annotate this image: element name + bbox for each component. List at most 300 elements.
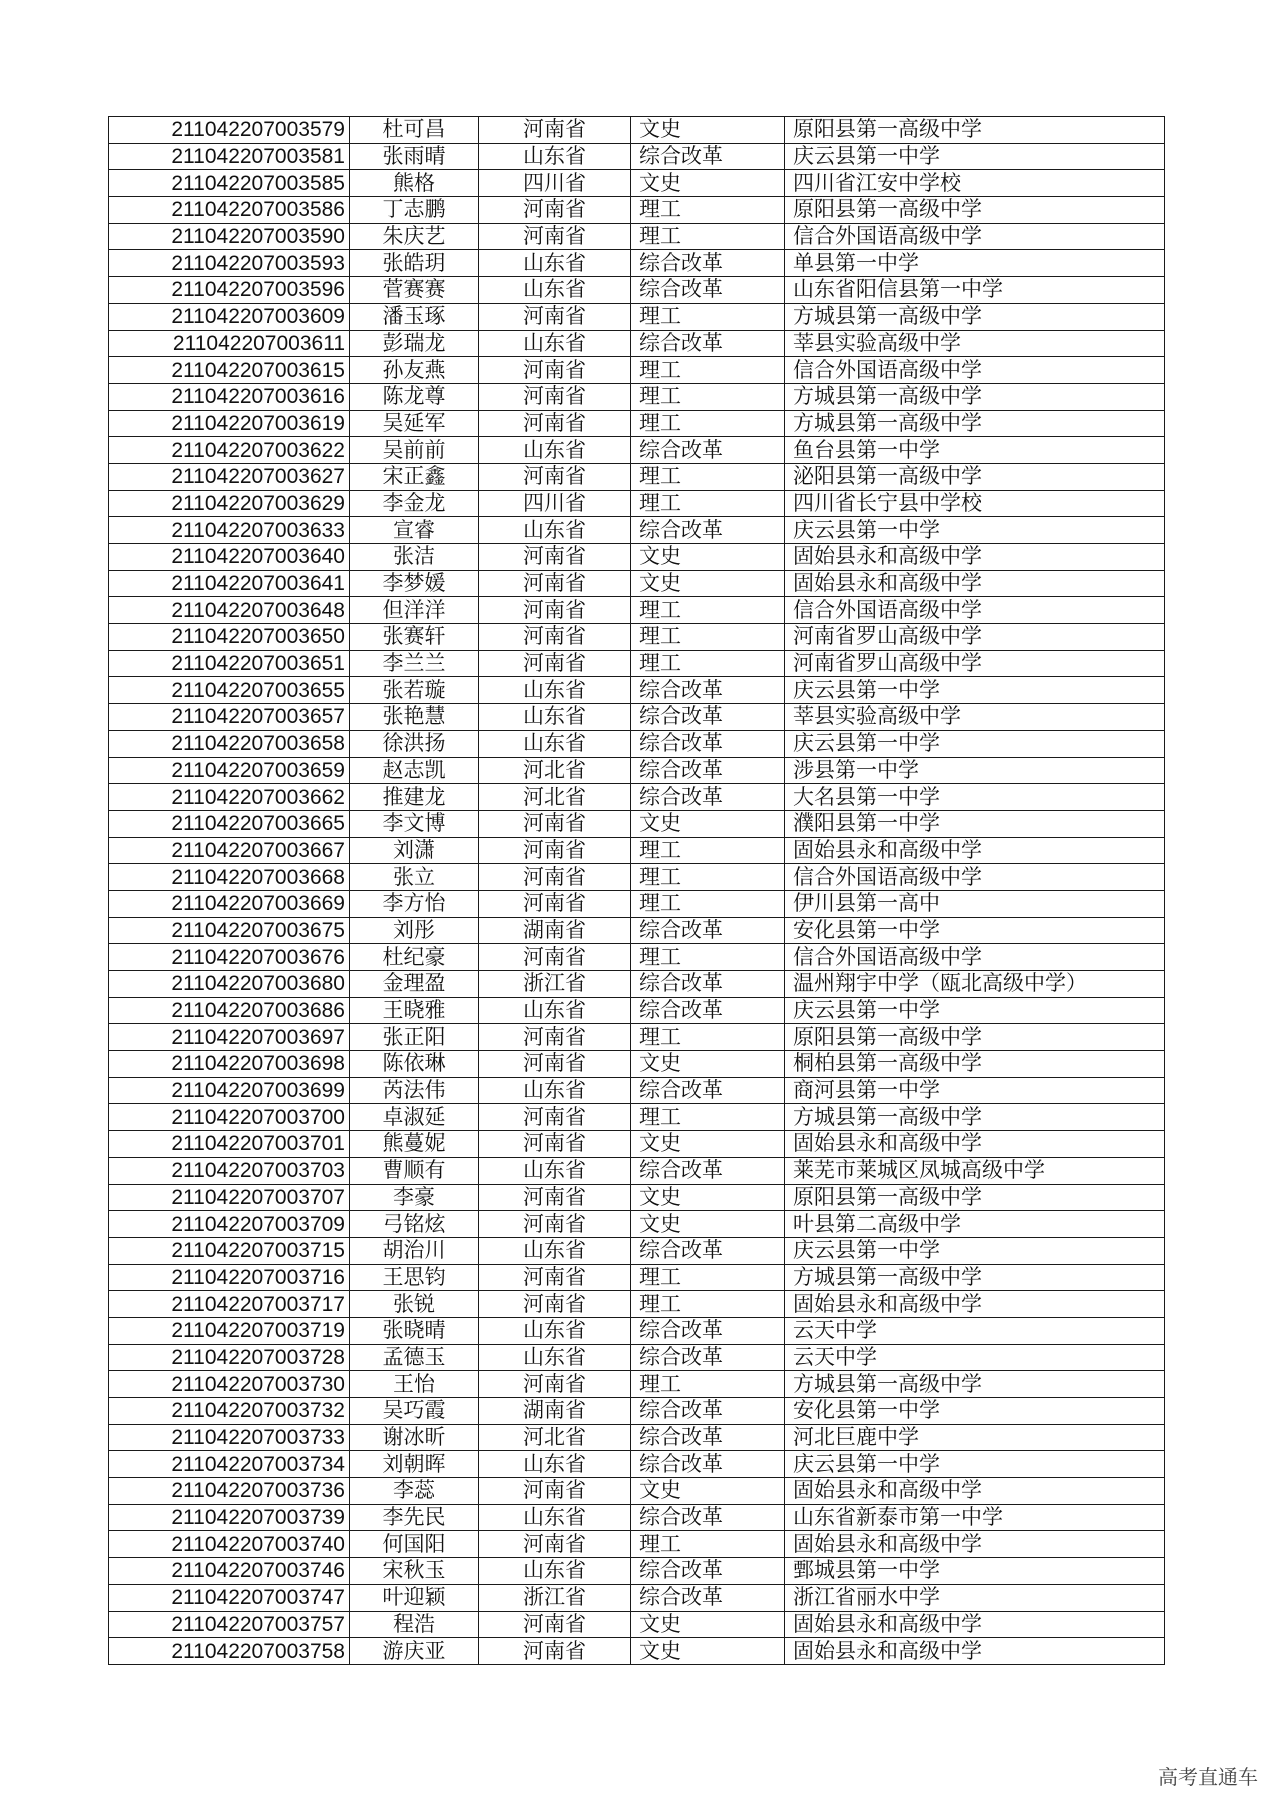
table-row (109, 1611, 1165, 1638)
student-name-cell: 张赛轩 (350, 624, 479, 651)
student-name-cell: 但洋洋 (350, 597, 479, 624)
exam-id-cell: 211042207003740 (109, 1531, 350, 1558)
subject-type-cell: 综合改革 (631, 250, 785, 277)
exam-id-cell: 211042207003680 (109, 971, 350, 998)
exam-id-cell: 211042207003701 (109, 1131, 350, 1158)
subject-type-cell: 综合改革 (631, 784, 785, 811)
exam-id-cell: 211042207003586 (109, 197, 350, 224)
exam-id-cell: 211042207003669 (109, 890, 350, 917)
school-cell: 河南省罗山高级中学 (785, 624, 1165, 651)
subject-type-cell: 文史 (631, 1611, 785, 1638)
subject-type-cell: 综合改革 (631, 730, 785, 757)
exam-id-cell: 211042207003697 (109, 1024, 350, 1051)
exam-id-cell: 211042207003676 (109, 944, 350, 971)
school-cell: 庆云县第一中学 (785, 517, 1165, 544)
table-row (109, 490, 1165, 517)
table-row (109, 1291, 1165, 1318)
school-cell: 原阳县第一高级中学 (785, 1024, 1165, 1051)
student-name-cell: 陈依琳 (350, 1051, 479, 1078)
school-cell: 固始县永和高级中学 (785, 837, 1165, 864)
exam-id-cell: 211042207003732 (109, 1398, 350, 1425)
table-row (109, 704, 1165, 731)
exam-id-cell: 211042207003730 (109, 1371, 350, 1398)
school-cell: 庆云县第一中学 (785, 1451, 1165, 1478)
table-row (109, 1584, 1165, 1611)
subject-type-cell: 文史 (631, 1051, 785, 1078)
school-cell: 山东省阳信县第一中学 (785, 277, 1165, 304)
school-cell: 庆云县第一中学 (785, 997, 1165, 1024)
student-name-cell: 李兰兰 (350, 650, 479, 677)
school-cell: 濮阳县第一中学 (785, 810, 1165, 837)
student-name-cell: 吴前前 (350, 437, 479, 464)
school-cell: 庆云县第一中学 (785, 677, 1165, 704)
exam-id-cell: 211042207003619 (109, 410, 350, 437)
table-row (109, 544, 1165, 571)
subject-type-cell: 理工 (631, 890, 785, 917)
province-cell: 浙江省 (479, 1584, 631, 1611)
table-row (109, 1237, 1165, 1264)
exam-id-cell: 211042207003662 (109, 784, 350, 811)
exam-id-cell: 211042207003719 (109, 1317, 350, 1344)
subject-type-cell: 理工 (631, 650, 785, 677)
school-cell: 固始县永和高级中学 (785, 570, 1165, 597)
student-name-cell: 李文博 (350, 810, 479, 837)
school-cell: 叶县第二高级中学 (785, 1211, 1165, 1238)
school-cell: 庆云县第一中学 (785, 143, 1165, 170)
province-cell: 山东省 (479, 330, 631, 357)
table-row (109, 730, 1165, 757)
province-cell: 河南省 (479, 117, 631, 144)
table-row (109, 650, 1165, 677)
exam-id-cell: 211042207003590 (109, 223, 350, 250)
province-cell: 河南省 (479, 1104, 631, 1131)
table-row (109, 890, 1165, 917)
student-name-cell: 卓淑延 (350, 1104, 479, 1131)
table-row (109, 971, 1165, 998)
student-name-cell: 宣睿 (350, 517, 479, 544)
student-name-cell: 彭瑞龙 (350, 330, 479, 357)
school-cell: 河北巨鹿中学 (785, 1424, 1165, 1451)
school-cell: 方城县第一高级中学 (785, 1264, 1165, 1291)
table-row (109, 944, 1165, 971)
table-row (109, 784, 1165, 811)
subject-type-cell: 文史 (631, 1131, 785, 1158)
subject-type-cell: 文史 (631, 810, 785, 837)
subject-type-cell: 文史 (631, 117, 785, 144)
school-cell: 安化县第一中学 (785, 1398, 1165, 1425)
table-row (109, 197, 1165, 224)
student-name-cell: 熊蔓妮 (350, 1131, 479, 1158)
province-cell: 河北省 (479, 757, 631, 784)
table-row (109, 1424, 1165, 1451)
exam-id-cell: 211042207003734 (109, 1451, 350, 1478)
table-row (109, 597, 1165, 624)
table-row (109, 277, 1165, 304)
subject-type-cell: 综合改革 (631, 917, 785, 944)
school-cell: 河南省罗山高级中学 (785, 650, 1165, 677)
school-cell: 莘县实验高级中学 (785, 704, 1165, 731)
subject-type-cell: 综合改革 (631, 517, 785, 544)
province-cell: 河南省 (479, 1611, 631, 1638)
subject-type-cell: 综合改革 (631, 1344, 785, 1371)
table-row (109, 1344, 1165, 1371)
student-name-cell: 李先民 (350, 1504, 479, 1531)
province-cell: 山东省 (479, 997, 631, 1024)
table-row (109, 810, 1165, 837)
province-cell: 山东省 (479, 1077, 631, 1104)
table-row (109, 143, 1165, 170)
student-name-cell: 刘朝晖 (350, 1451, 479, 1478)
exam-id-cell: 211042207003659 (109, 757, 350, 784)
student-name-cell: 程浩 (350, 1611, 479, 1638)
exam-id-cell: 211042207003593 (109, 250, 350, 277)
school-cell: 桐柏县第一高级中学 (785, 1051, 1165, 1078)
table-row (109, 1211, 1165, 1238)
province-cell: 山东省 (479, 1504, 631, 1531)
province-cell: 河南省 (479, 624, 631, 651)
school-cell: 单县第一中学 (785, 250, 1165, 277)
school-cell: 云天中学 (785, 1344, 1165, 1371)
exam-id-cell: 211042207003736 (109, 1478, 350, 1505)
exam-id-cell: 211042207003622 (109, 437, 350, 464)
province-cell: 四川省 (479, 490, 631, 517)
province-cell: 山东省 (479, 1157, 631, 1184)
subject-type-cell: 理工 (631, 944, 785, 971)
province-cell: 河南省 (479, 1531, 631, 1558)
table-row (109, 1051, 1165, 1078)
province-cell: 河南省 (479, 463, 631, 490)
province-cell: 河南省 (479, 810, 631, 837)
student-name-cell: 李蕊 (350, 1478, 479, 1505)
student-name-cell: 曹顺有 (350, 1157, 479, 1184)
exam-id-cell: 211042207003698 (109, 1051, 350, 1078)
school-cell: 固始县永和高级中学 (785, 1131, 1165, 1158)
province-cell: 四川省 (479, 170, 631, 197)
school-cell: 信合外国语高级中学 (785, 357, 1165, 384)
school-cell: 固始县永和高级中学 (785, 544, 1165, 571)
student-name-cell: 李豪 (350, 1184, 479, 1211)
subject-type-cell: 理工 (631, 1024, 785, 1051)
table-row (109, 357, 1165, 384)
student-name-cell: 陈龙尊 (350, 383, 479, 410)
table-row (109, 1024, 1165, 1051)
province-cell: 河南省 (479, 944, 631, 971)
subject-type-cell: 理工 (631, 357, 785, 384)
student-name-cell: 熊格 (350, 170, 479, 197)
table-row (109, 677, 1165, 704)
subject-type-cell: 文史 (631, 1211, 785, 1238)
exam-id-cell: 211042207003611 (109, 330, 350, 357)
student-name-cell: 芮法伟 (350, 1077, 479, 1104)
student-name-cell: 张立 (350, 864, 479, 891)
student-name-cell: 张锐 (350, 1291, 479, 1318)
subject-type-cell: 理工 (631, 597, 785, 624)
table-row (109, 624, 1165, 651)
exam-id-cell: 211042207003739 (109, 1504, 350, 1531)
school-cell: 温州翔宇中学（瓯北高级中学） (785, 971, 1165, 998)
school-cell: 四川省江安中学校 (785, 170, 1165, 197)
exam-id-cell: 211042207003758 (109, 1638, 350, 1665)
student-name-cell: 弓铭炫 (350, 1211, 479, 1238)
province-cell: 河南省 (479, 1478, 631, 1505)
exam-id-cell: 211042207003707 (109, 1184, 350, 1211)
table-row (109, 917, 1165, 944)
table-row (109, 250, 1165, 277)
province-cell: 山东省 (479, 1317, 631, 1344)
table-row (109, 463, 1165, 490)
subject-type-cell: 理工 (631, 1291, 785, 1318)
exam-id-cell: 211042207003716 (109, 1264, 350, 1291)
subject-type-cell: 综合改革 (631, 971, 785, 998)
subject-type-cell: 文史 (631, 1184, 785, 1211)
school-cell: 庆云县第一中学 (785, 730, 1165, 757)
province-cell: 河南省 (479, 544, 631, 571)
province-cell: 湖南省 (479, 1398, 631, 1425)
school-cell: 固始县永和高级中学 (785, 1478, 1165, 1505)
exam-id-cell: 211042207003717 (109, 1291, 350, 1318)
student-name-cell: 王思钧 (350, 1264, 479, 1291)
province-cell: 河南省 (479, 383, 631, 410)
school-cell: 信合外国语高级中学 (785, 864, 1165, 891)
subject-type-cell: 理工 (631, 1264, 785, 1291)
subject-type-cell: 文史 (631, 1478, 785, 1505)
table-row (109, 1131, 1165, 1158)
province-cell: 河北省 (479, 784, 631, 811)
subject-type-cell: 综合改革 (631, 1558, 785, 1585)
exam-id-cell: 211042207003733 (109, 1424, 350, 1451)
student-name-cell: 赵志凯 (350, 757, 479, 784)
student-name-cell: 张洁 (350, 544, 479, 571)
subject-type-cell: 理工 (631, 837, 785, 864)
table-row (109, 383, 1165, 410)
roster-body (109, 117, 1165, 1665)
school-cell: 浙江省丽水中学 (785, 1584, 1165, 1611)
exam-id-cell: 211042207003615 (109, 357, 350, 384)
subject-type-cell: 理工 (631, 624, 785, 651)
school-cell: 方城县第一高级中学 (785, 383, 1165, 410)
subject-type-cell: 理工 (631, 1531, 785, 1558)
school-cell: 信合外国语高级中学 (785, 223, 1165, 250)
student-name-cell: 宋正鑫 (350, 463, 479, 490)
student-name-cell: 张艳慧 (350, 704, 479, 731)
school-cell: 方城县第一高级中学 (785, 410, 1165, 437)
province-cell: 河南省 (479, 1051, 631, 1078)
table-row (109, 170, 1165, 197)
subject-type-cell: 理工 (631, 410, 785, 437)
subject-type-cell: 综合改革 (631, 757, 785, 784)
school-cell: 大名县第一中学 (785, 784, 1165, 811)
province-cell: 山东省 (479, 517, 631, 544)
student-name-cell: 徐洪扬 (350, 730, 479, 757)
exam-id-cell: 211042207003629 (109, 490, 350, 517)
table-row (109, 1184, 1165, 1211)
school-cell: 固始县永和高级中学 (785, 1531, 1165, 1558)
student-name-cell: 李梦媛 (350, 570, 479, 597)
school-cell: 涉县第一中学 (785, 757, 1165, 784)
subject-type-cell: 综合改革 (631, 1504, 785, 1531)
subject-type-cell: 综合改革 (631, 1317, 785, 1344)
exam-id-cell: 211042207003699 (109, 1077, 350, 1104)
subject-type-cell: 综合改革 (631, 1157, 785, 1184)
exam-id-cell: 211042207003747 (109, 1584, 350, 1611)
student-name-cell: 王晓雅 (350, 997, 479, 1024)
exam-id-cell: 211042207003616 (109, 383, 350, 410)
province-cell: 河南省 (479, 357, 631, 384)
school-cell: 原阳县第一高级中学 (785, 117, 1165, 144)
exam-id-cell: 211042207003650 (109, 624, 350, 651)
subject-type-cell: 文史 (631, 170, 785, 197)
student-name-cell: 王怡 (350, 1371, 479, 1398)
student-name-cell: 谢冰昕 (350, 1424, 479, 1451)
student-name-cell: 刘潇 (350, 837, 479, 864)
student-name-cell: 推建龙 (350, 784, 479, 811)
exam-id-cell: 211042207003700 (109, 1104, 350, 1131)
province-cell: 山东省 (479, 143, 631, 170)
exam-id-cell: 211042207003581 (109, 143, 350, 170)
school-cell: 莱芜市莱城区凤城高级中学 (785, 1157, 1165, 1184)
subject-type-cell: 理工 (631, 1104, 785, 1131)
student-name-cell: 潘玉琢 (350, 303, 479, 330)
school-cell: 原阳县第一高级中学 (785, 1184, 1165, 1211)
province-cell: 河南省 (479, 223, 631, 250)
exam-id-cell: 211042207003655 (109, 677, 350, 704)
province-cell: 河南省 (479, 1638, 631, 1665)
table-row (109, 1478, 1165, 1505)
subject-type-cell: 文史 (631, 570, 785, 597)
province-cell: 河南省 (479, 650, 631, 677)
province-cell: 山东省 (479, 1558, 631, 1585)
table-row (109, 410, 1165, 437)
student-name-cell: 杜纪豪 (350, 944, 479, 971)
province-cell: 河北省 (479, 1424, 631, 1451)
student-name-cell: 宋秋玉 (350, 1558, 479, 1585)
student-name-cell: 张晓晴 (350, 1317, 479, 1344)
subject-type-cell: 综合改革 (631, 1584, 785, 1611)
student-name-cell: 李金龙 (350, 490, 479, 517)
school-cell: 信合外国语高级中学 (785, 597, 1165, 624)
school-cell: 信合外国语高级中学 (785, 944, 1165, 971)
student-name-cell: 丁志鹏 (350, 197, 479, 224)
table-row (109, 1317, 1165, 1344)
province-cell: 山东省 (479, 704, 631, 731)
school-cell: 固始县永和高级中学 (785, 1611, 1165, 1638)
school-cell: 商河县第一中学 (785, 1077, 1165, 1104)
school-cell: 鱼台县第一中学 (785, 437, 1165, 464)
student-name-cell: 朱庆艺 (350, 223, 479, 250)
table-row (109, 1398, 1165, 1425)
province-cell: 河南省 (479, 864, 631, 891)
table-row (109, 1531, 1165, 1558)
province-cell: 河南省 (479, 837, 631, 864)
exam-id-cell: 211042207003579 (109, 117, 350, 144)
subject-type-cell: 综合改革 (631, 1398, 785, 1425)
school-cell: 伊川县第一高中 (785, 890, 1165, 917)
student-name-cell: 张正阳 (350, 1024, 479, 1051)
province-cell: 山东省 (479, 437, 631, 464)
province-cell: 河南省 (479, 1184, 631, 1211)
student-name-cell: 金理盈 (350, 971, 479, 998)
subject-type-cell: 综合改革 (631, 1424, 785, 1451)
table-row (109, 330, 1165, 357)
exam-id-cell: 211042207003585 (109, 170, 350, 197)
table-row (109, 517, 1165, 544)
subject-type-cell: 文史 (631, 1638, 785, 1665)
subject-type-cell: 综合改革 (631, 143, 785, 170)
subject-type-cell: 综合改革 (631, 1451, 785, 1478)
table-row (109, 117, 1165, 144)
subject-type-cell: 综合改革 (631, 277, 785, 304)
school-cell: 莘县实验高级中学 (785, 330, 1165, 357)
student-name-cell: 叶迎颖 (350, 1584, 479, 1611)
student-name-cell: 张皓玥 (350, 250, 479, 277)
exam-id-cell: 211042207003658 (109, 730, 350, 757)
school-cell: 方城县第一高级中学 (785, 303, 1165, 330)
student-name-cell: 菅赛赛 (350, 277, 479, 304)
table-row (109, 223, 1165, 250)
province-cell: 河南省 (479, 1131, 631, 1158)
student-name-cell: 张若璇 (350, 677, 479, 704)
student-name-cell: 游庆亚 (350, 1638, 479, 1665)
exam-id-cell: 211042207003668 (109, 864, 350, 891)
table-row (109, 837, 1165, 864)
exam-id-cell: 211042207003686 (109, 997, 350, 1024)
student-name-cell: 孟德玉 (350, 1344, 479, 1371)
student-name-cell: 李方怡 (350, 890, 479, 917)
exam-id-cell: 211042207003757 (109, 1611, 350, 1638)
exam-id-cell: 211042207003715 (109, 1237, 350, 1264)
exam-id-cell: 211042207003640 (109, 544, 350, 571)
table-row (109, 997, 1165, 1024)
exam-id-cell: 211042207003675 (109, 917, 350, 944)
subject-type-cell: 理工 (631, 383, 785, 410)
exam-id-cell: 211042207003657 (109, 704, 350, 731)
table-row (109, 1077, 1165, 1104)
province-cell: 山东省 (479, 1344, 631, 1371)
school-cell: 原阳县第一高级中学 (785, 197, 1165, 224)
province-cell: 河南省 (479, 1264, 631, 1291)
province-cell: 山东省 (479, 1451, 631, 1478)
student-name-cell: 何国阳 (350, 1531, 479, 1558)
province-cell: 河南省 (479, 1024, 631, 1051)
school-cell: 云天中学 (785, 1317, 1165, 1344)
subject-type-cell: 综合改革 (631, 330, 785, 357)
subject-type-cell: 综合改革 (631, 1237, 785, 1264)
school-cell: 固始县永和高级中学 (785, 1291, 1165, 1318)
student-name-cell: 杜可昌 (350, 117, 479, 144)
subject-type-cell: 综合改革 (631, 677, 785, 704)
province-cell: 河南省 (479, 597, 631, 624)
school-cell: 鄄城县第一中学 (785, 1558, 1165, 1585)
table-row (109, 437, 1165, 464)
province-cell: 山东省 (479, 677, 631, 704)
table-row (109, 1157, 1165, 1184)
subject-type-cell: 理工 (631, 197, 785, 224)
province-cell: 河南省 (479, 410, 631, 437)
exam-id-cell: 211042207003633 (109, 517, 350, 544)
table-row (109, 1451, 1165, 1478)
subject-type-cell: 理工 (631, 463, 785, 490)
province-cell: 山东省 (479, 277, 631, 304)
table-row (109, 864, 1165, 891)
school-cell: 泌阳县第一高级中学 (785, 463, 1165, 490)
subject-type-cell: 理工 (631, 490, 785, 517)
subject-type-cell: 综合改革 (631, 997, 785, 1024)
school-cell: 安化县第一中学 (785, 917, 1165, 944)
school-cell: 庆云县第一中学 (785, 1237, 1165, 1264)
exam-id-cell: 211042207003665 (109, 810, 350, 837)
school-cell: 方城县第一高级中学 (785, 1104, 1165, 1131)
province-cell: 浙江省 (479, 971, 631, 998)
